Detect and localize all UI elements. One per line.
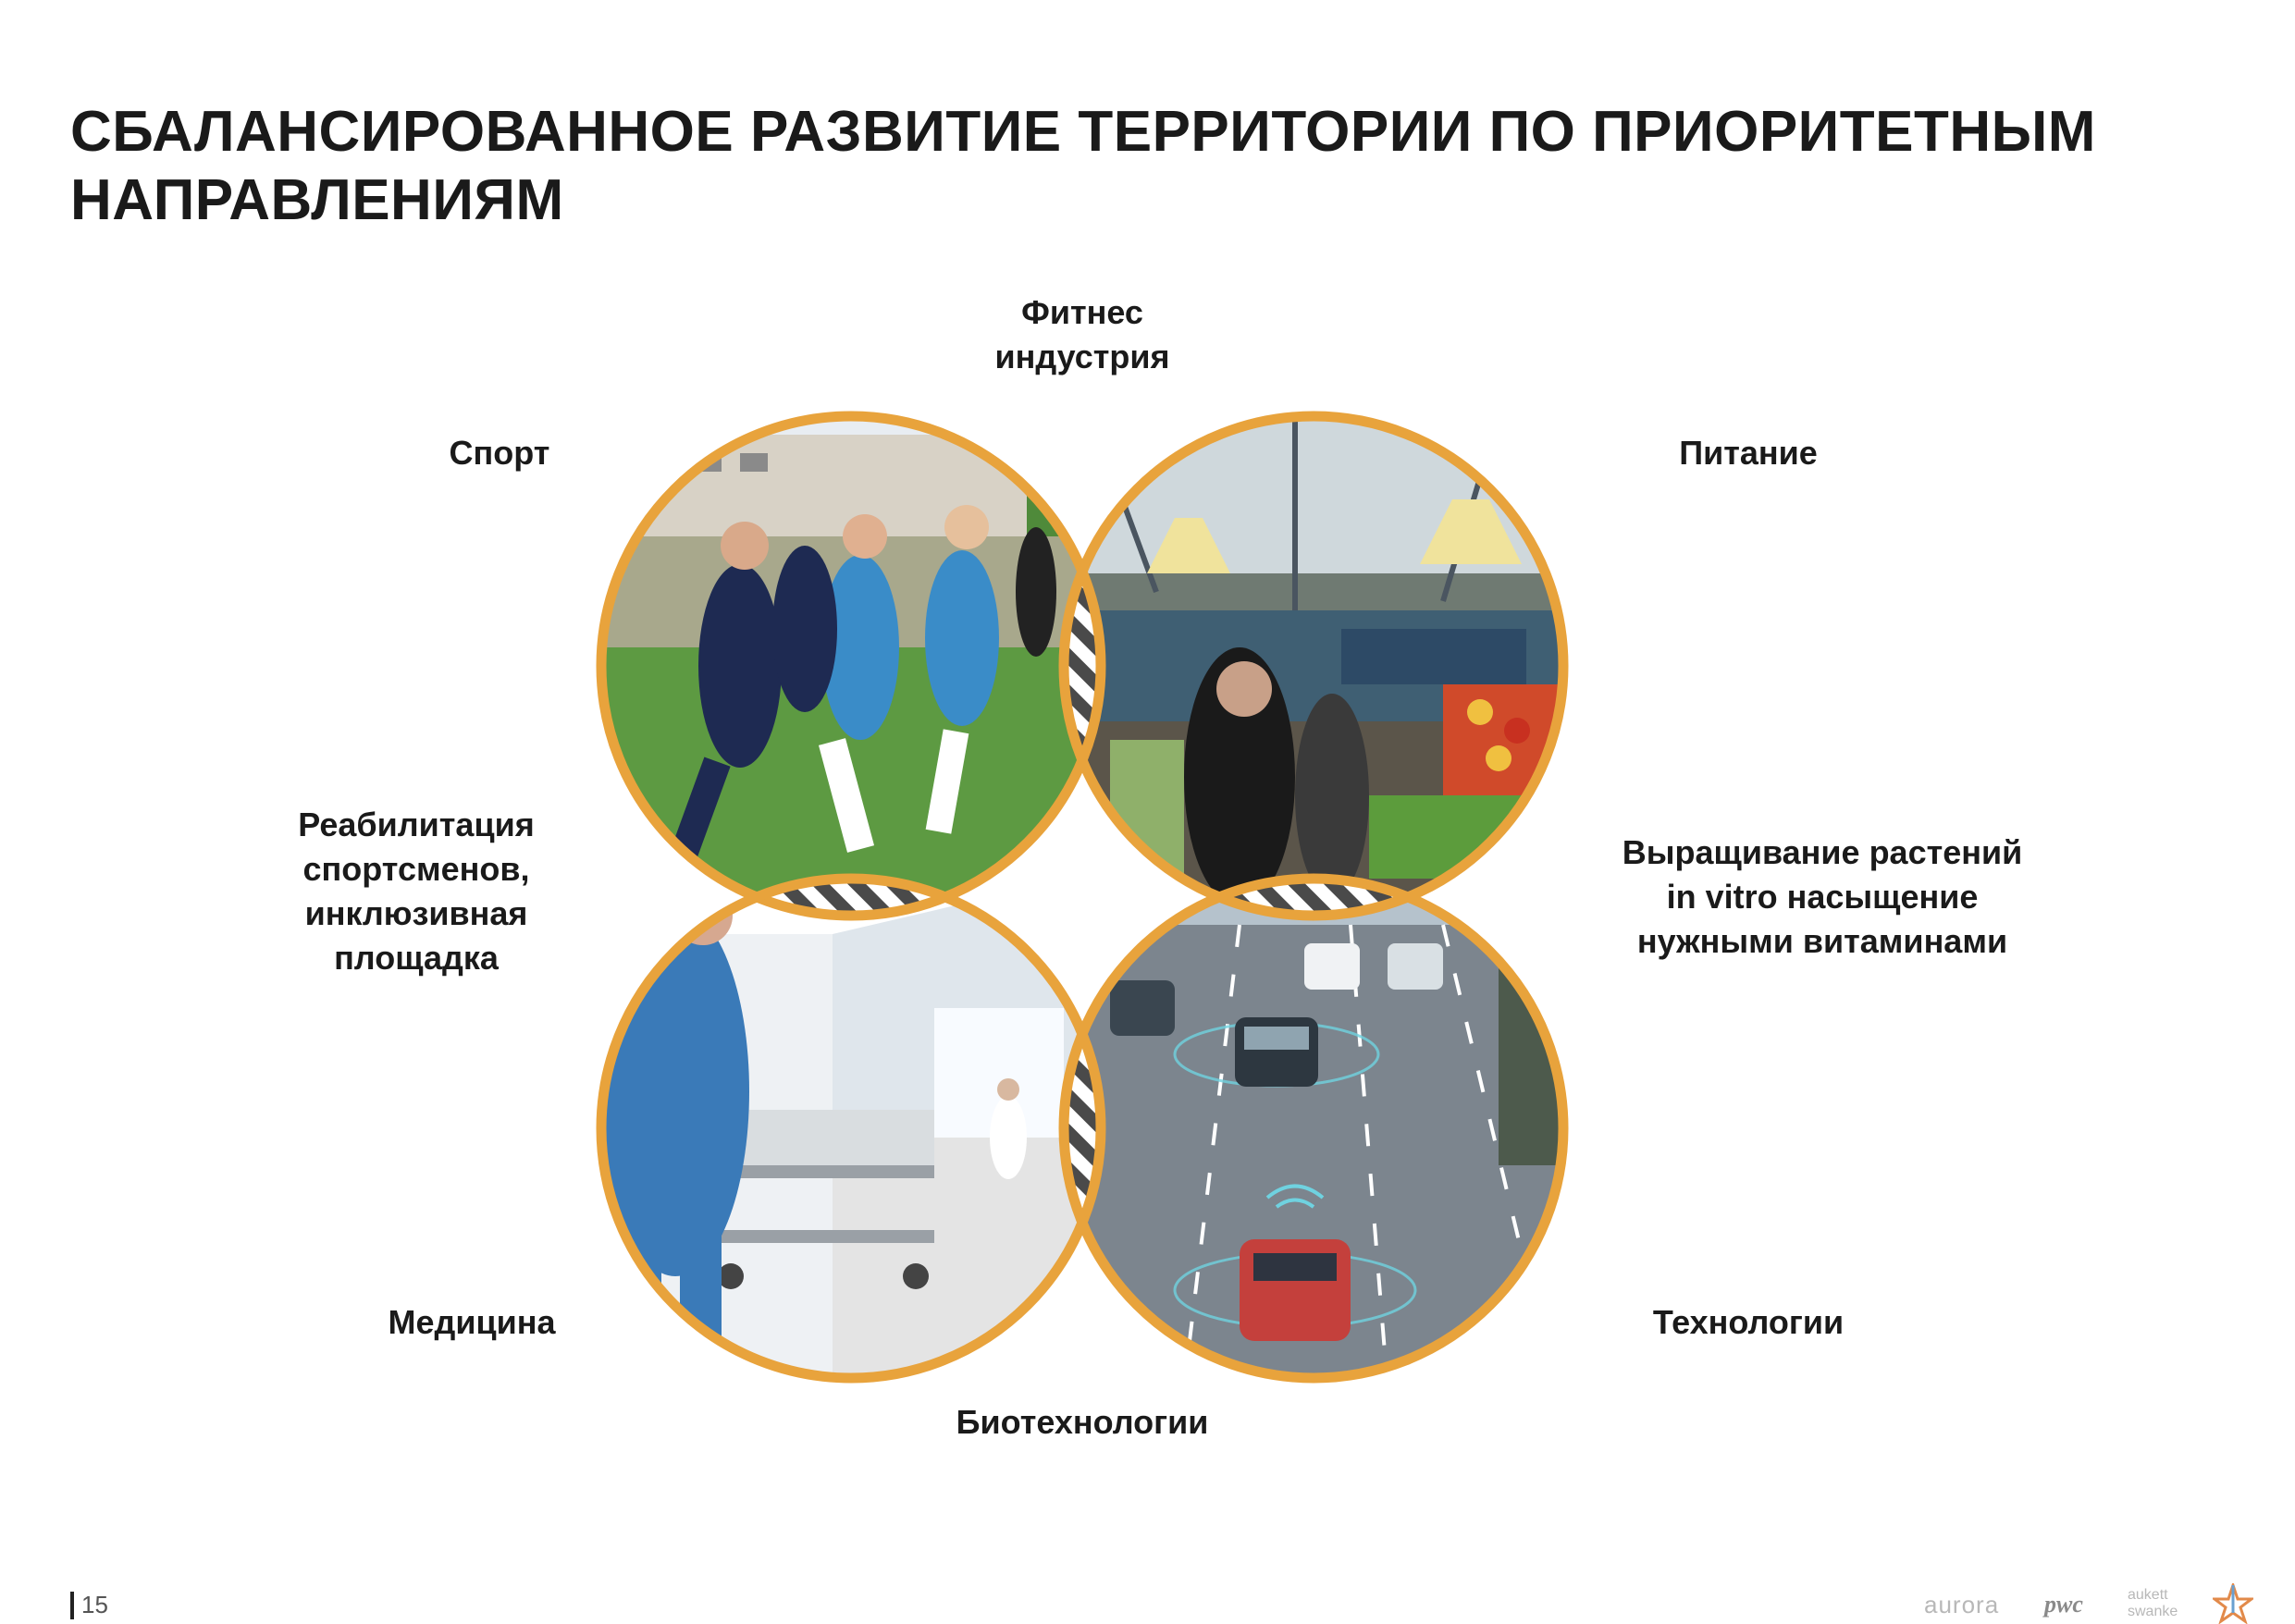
label-rehab: [250, 803, 583, 980]
label-sport: Спорт: [449, 434, 550, 472]
label-rehab-line-1: Реабилитация: [298, 806, 535, 843]
label-cultivation-line-1: Выращивание растений: [1622, 833, 2023, 871]
market-photo: [1055, 407, 1573, 925]
page-title-line-2: НАПРАВЛЕНИЯМ: [70, 168, 564, 232]
star-logo-icon: [2213, 1583, 2253, 1624]
label-rehab-line-3: инклюзивная: [304, 894, 528, 932]
label-technology: Технологии: [1652, 1303, 1845, 1341]
label-fitness-line-1: Фитнес: [1021, 293, 1143, 331]
label-fitness: [953, 290, 1212, 379]
page-title-line-1: СБАЛАНСИРОВАННОЕ РАЗВИТИЕ ТЕРРИТОРИИ ПО ПРИОРИТЕТНЫМ: [70, 100, 2096, 164]
label-cultivation-line-3: нужными витаминами: [1636, 922, 2008, 960]
page-number: 15: [81, 1591, 108, 1618]
label-nutrition: Питание: [1679, 434, 1818, 472]
label-cultivation-line-2: in vitro насыщение: [1666, 878, 1979, 916]
label-rehab-line-2: спортсменов,: [302, 850, 530, 888]
aurora-logo: aurora: [1924, 1591, 2000, 1618]
aukett-swanke-logo: aukett swanke: [2128, 1587, 2178, 1619]
pwc-logo: pwc: [2044, 1591, 2083, 1618]
sport-photo: [592, 407, 1110, 925]
page-number-bar: [70, 1592, 74, 1619]
label-cultivation: [1582, 830, 2063, 964]
label-rehab-line-4: площадка: [334, 939, 499, 977]
label-biotech: Биотехнологии: [956, 1403, 1209, 1441]
hospital-photo: [592, 869, 1110, 1387]
label-fitness-line-2: индустрия: [994, 338, 1170, 375]
label-medicine: Медицина: [388, 1303, 556, 1341]
traffic-photo: [1055, 869, 1573, 1387]
